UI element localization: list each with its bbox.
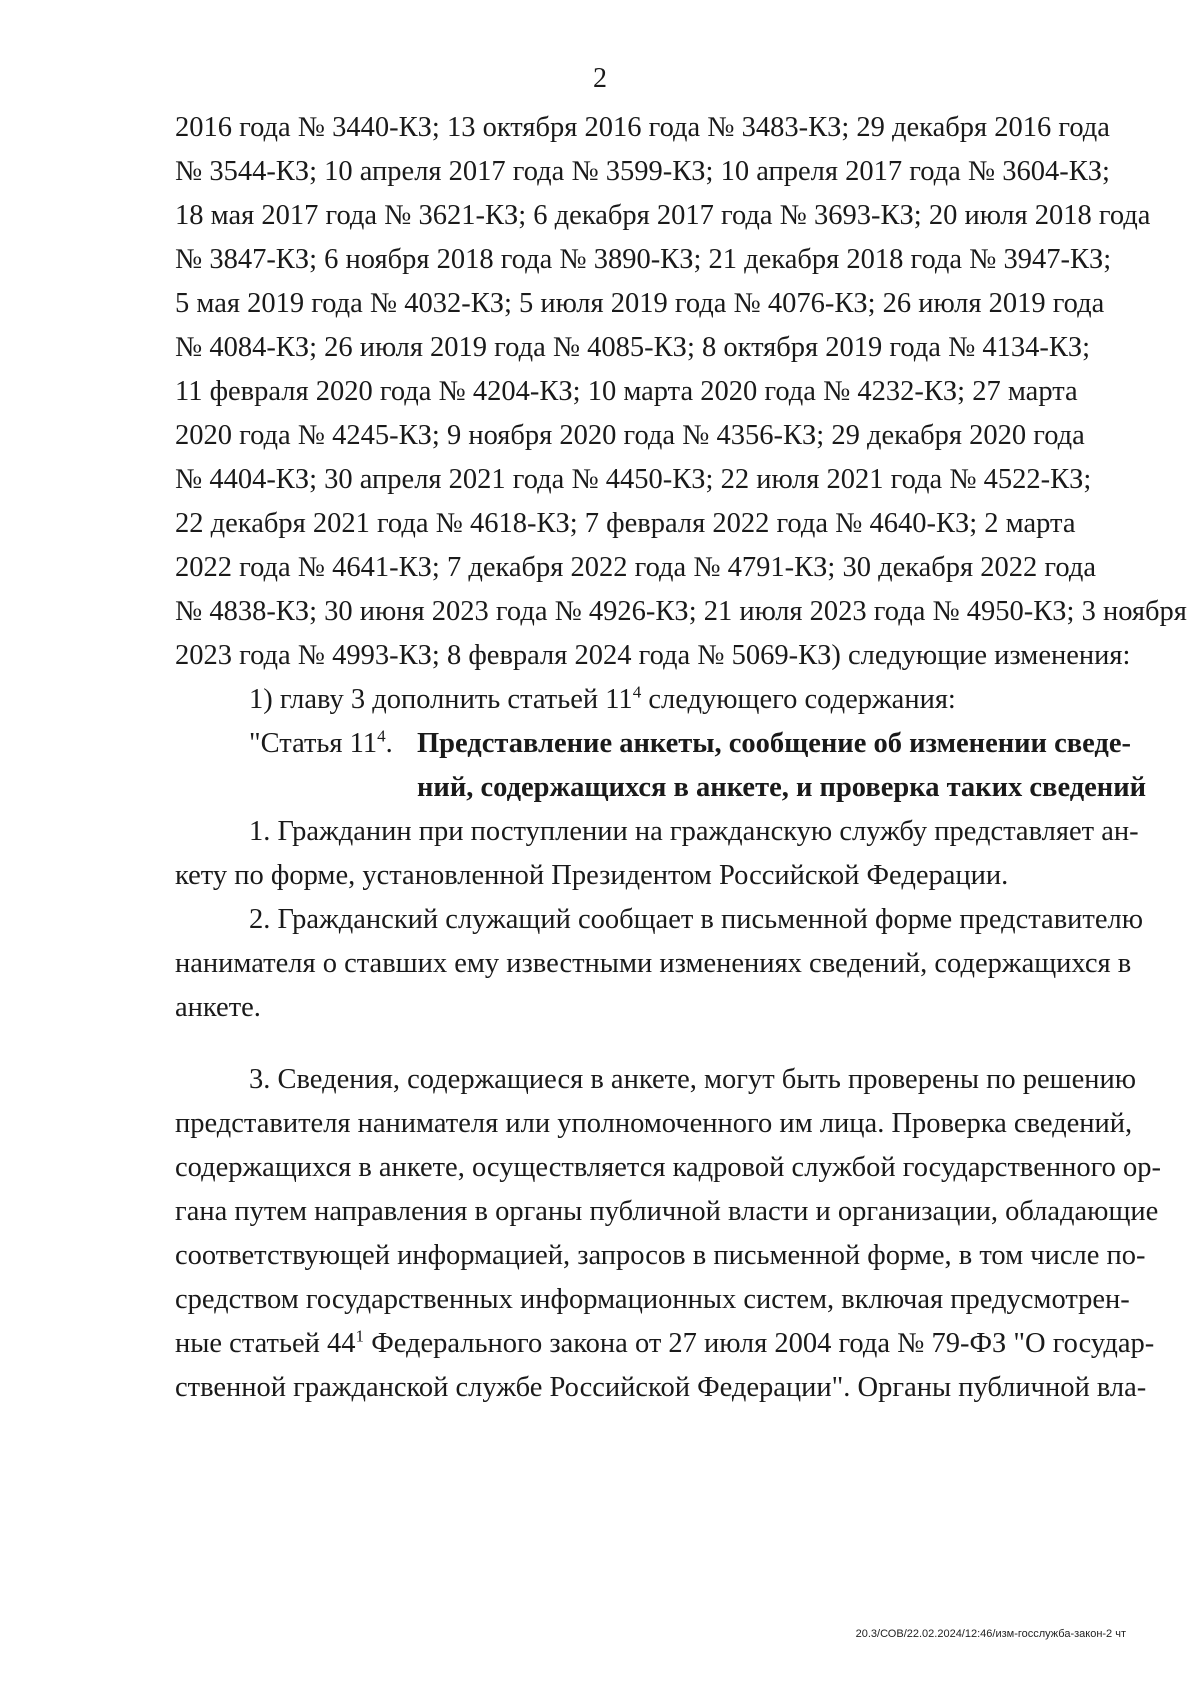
text-line: 2. Гражданский служащий сообщает в письменной форме представителю — [249, 904, 1144, 935]
text-line: № 4838-КЗ; 30 июня 2023 года № 4926-КЗ; 21 июля 2023 года № 4950-КЗ; 3 ноября — [175, 596, 1187, 627]
amendment-item-1: 1) главу 3 дополнить статьей $11^4$ следующего содержания: — [249, 682, 956, 715]
text-line: средством государственных информационных систем, включая предусмотрен- — [175, 1284, 1130, 1315]
article-title-line: ний, содержащихся в анкете, и проверка таких сведений — [417, 772, 1147, 803]
text-line: № 3847-КЗ; 6 ноября 2018 года № 3890-КЗ; 21 декабря 2018 года № 3947-КЗ; — [175, 244, 1112, 275]
text-line: № 4404-КЗ; 30 апреля 2021 года № 4450-КЗ; 22 июля 2021 года № 4522-КЗ; — [175, 464, 1092, 495]
text-line: № 4084-КЗ; 26 июля 2019 года № 4085-КЗ; 8 октября 2019 года № 4134-КЗ; — [175, 332, 1091, 363]
text-line: 11 февраля 2020 года № 4204-КЗ; 10 марта 2020 года № 4232-КЗ; 27 марта — [175, 376, 1078, 407]
text-line: 3. Сведения, содержащиеся в анкете, могут быть проверены по решению — [249, 1064, 1137, 1095]
text-line: 18 мая 2017 года № 3621-КЗ; 6 декабря 2017 года № 3693-КЗ; 20 июля 2018 года — [175, 200, 1151, 231]
text-line: 2020 года № 4245-КЗ; 9 ноября 2020 года № 4356-КЗ; 29 декабря 2020 года — [175, 420, 1085, 451]
article-paragraph-1 — [175, 810, 1139, 898]
text-line: № 3544-КЗ; 10 апреля 2017 года № 3599-КЗ; 10 апреля 2017 года № 3604-КЗ; — [175, 156, 1110, 187]
text-line: 2023 года № 4993-КЗ; 8 февраля 2024 года № 5069-КЗ) следующие изменения: — [175, 640, 1131, 671]
text-line: нанимателя о ставших ему известными изменениях сведений, содержащихся в — [175, 948, 1132, 979]
article-title-line: Представление анкеты, сообщение об изменении сведе- — [417, 728, 1131, 759]
text-line: ные статьей $44^1$ Федерального закона от 27 июля 2004 года № 79-ФЗ "О государ- — [175, 1326, 1155, 1359]
text-line: 2022 года № 4641-КЗ; 7 декабря 2022 года № 4791-КЗ; 30 декабря 2022 года — [175, 552, 1096, 583]
page-number: 2 — [593, 63, 607, 94]
article-paragraph-2 — [175, 898, 1144, 1030]
document-footer-code: 20.3/СОВ/22.02.2024/12:46/изм-госслужба-закон-2 чт — [855, 1628, 1126, 1640]
text-line: представителя нанимателя или уполномоченного им лица. Проверка сведений, — [175, 1108, 1133, 1139]
article-label: "Статья $11^4$. — [249, 726, 393, 759]
text-line: 22 декабря 2021 года № 4618-КЗ; 7 февраля 2022 года № 4640-КЗ; 2 марта — [175, 508, 1076, 539]
text-line: содержащихся в анкете, осуществляется кадровой службой государственного ор- — [175, 1152, 1161, 1183]
article-paragraph-3 — [175, 1058, 1161, 1410]
text-line: соответствующей информацией, запросов в письменной форме, в том числе по- — [175, 1240, 1146, 1271]
text-line: гана путем направления в органы публичной власти и организации, обладающие — [175, 1196, 1159, 1227]
text-line: 1. Гражданин при поступлении на гражданскую службу представляет ан- — [249, 816, 1139, 847]
intro-paragraph — [175, 106, 1187, 678]
text-line: ственной гражданской службе Российской Федерации". Органы публичной вла- — [175, 1372, 1147, 1403]
text-line: анкете. — [175, 992, 261, 1023]
text-line: 2016 года № 3440-КЗ; 13 октября 2016 года № 3483-КЗ; 29 декабря 2016 года — [175, 112, 1110, 143]
article-heading — [175, 722, 1147, 810]
text-line: 5 мая 2019 года № 4032-КЗ; 5 июля 2019 года № 4076-КЗ; 26 июля 2019 года — [175, 288, 1105, 319]
document-body — [175, 106, 1187, 1410]
text-line: кету по форме, установленной Президентом Российской Федерации. — [175, 860, 1009, 891]
